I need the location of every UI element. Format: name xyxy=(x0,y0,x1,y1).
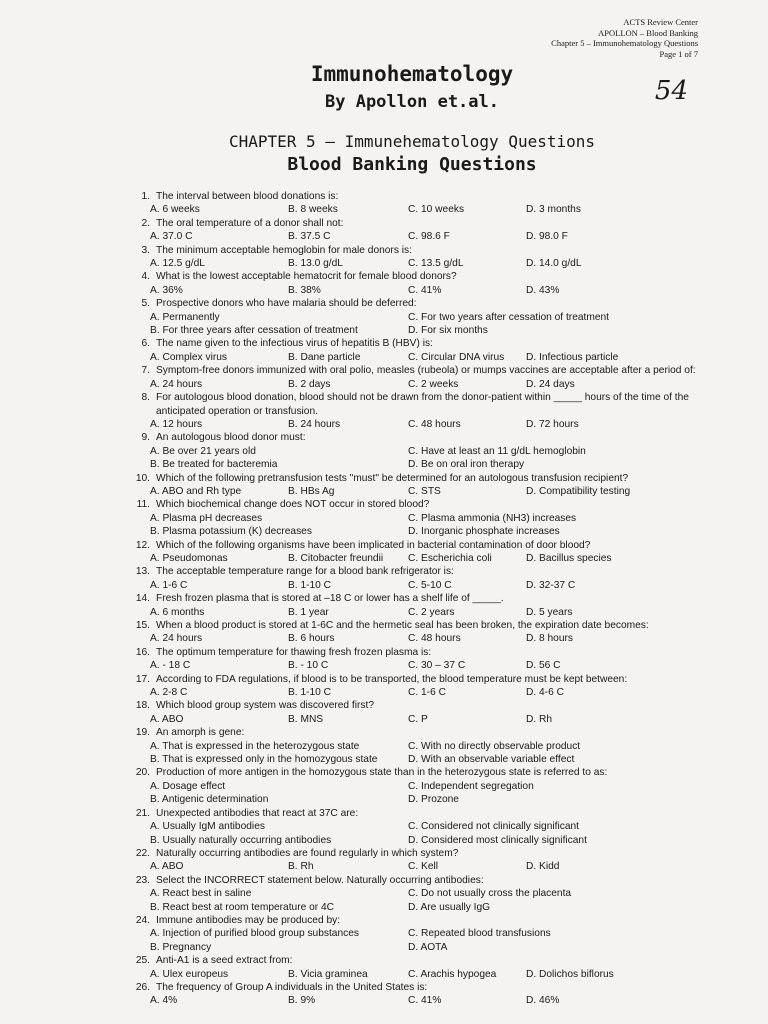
question-item xyxy=(128,217,708,230)
question-number: 9. xyxy=(141,432,150,444)
answer-options-row xyxy=(128,686,708,699)
answer-option: D. 43% xyxy=(526,284,560,296)
answer-option: A. Be over 21 years old xyxy=(150,445,256,457)
question-text: Naturally occurring antibodies are found regularly in which system? xyxy=(156,847,459,859)
question-item xyxy=(128,364,708,377)
question-number: 12. xyxy=(135,539,150,551)
header-line: APOLLON – Blood Banking xyxy=(598,27,698,38)
answer-option: C. Arachis hypogea xyxy=(408,968,497,980)
answer-option: A. 6 months xyxy=(150,606,205,618)
answer-options-row xyxy=(128,552,708,565)
question-item xyxy=(128,874,708,887)
answer-options-row xyxy=(128,713,708,726)
answer-option: A. That is expressed in the heterozygous state xyxy=(150,740,360,752)
question-list xyxy=(128,190,708,1008)
answer-option: B. Vicia graminea xyxy=(288,968,368,980)
answer-options-row xyxy=(128,753,708,766)
answer-option: C. For two years after cessation of treatment xyxy=(408,311,609,323)
answer-option: C. 5-10 C xyxy=(408,579,452,591)
question-text: Unexpected antibodies that react at 37C are: xyxy=(156,807,359,819)
question-text: Production of more antigen in the homozygous state than in the heterozygous state is referred to as: xyxy=(156,767,608,779)
answer-option: D. 5 years xyxy=(526,606,573,618)
answer-option: A. Ulex europeus xyxy=(150,968,229,980)
document-title: Immunohematology xyxy=(310,62,514,86)
question-number: 19. xyxy=(135,727,150,739)
answer-option: C. 41% xyxy=(408,995,442,1007)
answer-option: C. 2 weeks xyxy=(408,378,459,390)
question-number: 6. xyxy=(141,338,150,350)
question-item xyxy=(128,981,708,994)
question-number: 11. xyxy=(136,499,150,511)
answer-option: A. Complex virus xyxy=(150,351,227,363)
question-item xyxy=(128,673,708,686)
question-text: Which blood group system was discovered first? xyxy=(156,700,374,712)
answer-options-row xyxy=(128,740,708,753)
question-item xyxy=(128,391,708,418)
answer-option: A. Injection of purified blood group substances xyxy=(150,928,359,940)
question-item xyxy=(128,726,708,739)
answer-option: A. 1-6 C xyxy=(150,579,188,591)
question-text: Select the INCORRECT statement below. Naturally occurring antibodies: xyxy=(156,874,484,886)
answer-option: B. Plasma potassium (K) decreases xyxy=(150,526,312,538)
question-text: Symptom-free donors immunized with oral polio, measles (rubeola) or mumps vaccines are acceptable after a period of: xyxy=(156,365,696,377)
question-item xyxy=(128,954,708,967)
question-item xyxy=(128,619,708,632)
answer-option: A. Usually IgM antibodies xyxy=(150,821,265,833)
header-line: ACTS Review Center xyxy=(623,17,698,27)
question-number: 18. xyxy=(135,700,150,712)
answer-option: C. Plasma ammonia (NH3) increases xyxy=(408,512,577,524)
answer-option: B. HBs Ag xyxy=(288,485,335,497)
answer-option: A. Plasma pH decreases xyxy=(150,512,263,524)
answer-option: A. 4% xyxy=(150,995,178,1007)
answer-option: C. 1-6 C xyxy=(408,687,446,699)
answer-option: A. Pseudomonas xyxy=(150,552,228,564)
question-text: The minimum acceptable hemoglobin for male donors is: xyxy=(156,244,412,256)
question-item xyxy=(128,699,708,712)
question-number: 23. xyxy=(135,874,150,886)
answer-option: C. 48 hours xyxy=(408,633,461,645)
question-text: Which of the following organisms have been implicated in bacterial contamination of door blood? xyxy=(156,539,591,551)
answer-option: B. 24 hours xyxy=(288,418,341,430)
answer-option: B. 2 days xyxy=(288,378,331,390)
answer-options-row xyxy=(128,887,708,900)
answer-options-row xyxy=(128,445,708,458)
question-text: Anti-A1 is a seed extract from: xyxy=(156,955,293,967)
question-text: An amorph is gene: xyxy=(156,727,245,739)
question-text: For autologous blood donation, blood should not be drawn from the donor-patient within _____ hours of the time of the anticipated operation or transfusion. xyxy=(156,392,689,417)
answer-option: A. 36% xyxy=(150,284,183,296)
answer-options-row xyxy=(128,941,708,954)
answer-options-row xyxy=(128,780,708,793)
answer-option: A. ABO and Rh type xyxy=(150,485,242,497)
answer-option: C. 2 years xyxy=(408,606,455,618)
answer-option: C. With no directly observable product xyxy=(408,740,581,752)
answer-option: B. 8 weeks xyxy=(288,204,338,216)
answer-option: B. MNS xyxy=(288,713,324,725)
question-item xyxy=(128,565,708,578)
answer-option: B. 1 year xyxy=(288,606,329,618)
question-item xyxy=(128,807,708,820)
answer-option: D. Dolichos biflorus xyxy=(526,968,614,980)
question-item xyxy=(128,592,708,605)
answer-option: D. 24 days xyxy=(526,378,575,390)
question-item xyxy=(128,337,708,350)
question-number: 4. xyxy=(141,271,150,283)
question-item xyxy=(128,431,708,444)
answer-option: D. 3 months xyxy=(526,204,581,216)
question-text: What is the lowest acceptable hematocrit for female blood donors? xyxy=(156,271,457,283)
document-authors: By Apollon et.al. xyxy=(325,92,499,112)
answer-option: B. That is expressed only in the homozygous state xyxy=(150,754,378,766)
question-number: 22. xyxy=(135,847,150,859)
question-text: When a blood product is stored at 1-6C and the hermetic seal has been broken, the expiration date becomes: xyxy=(156,620,649,631)
answer-option: D. Kidd xyxy=(526,861,560,873)
answer-option: A. 24 hours xyxy=(150,378,203,390)
question-number: 10. xyxy=(135,472,150,484)
question-text: The acceptable temperature range for a blood bank refrigerator is: xyxy=(156,566,454,578)
answer-option: A. 12.5 g/dL xyxy=(150,258,205,270)
answer-option: A. - 18 C xyxy=(150,660,191,672)
answer-options-row xyxy=(128,579,708,592)
answer-option: D. Compatibility testing xyxy=(526,485,631,497)
answer-options-row xyxy=(128,606,708,619)
answer-option: B. Usually naturally occurring antibodies xyxy=(150,834,332,846)
answer-option: A. ABO xyxy=(150,713,184,725)
question-number: 5. xyxy=(141,298,150,310)
question-number: 16. xyxy=(135,646,150,658)
answer-option: C. Kell xyxy=(408,861,439,873)
answer-option: C. 41% xyxy=(408,284,442,296)
question-number: 25. xyxy=(135,955,150,967)
answer-option: C. 13.5 g/dL xyxy=(408,258,464,270)
answer-options-row xyxy=(128,994,708,1007)
answer-options-row xyxy=(128,927,708,940)
question-number: 3. xyxy=(141,244,150,256)
answer-option: D. 8 hours xyxy=(526,633,573,645)
answer-option: D. Inorganic phosphate increases xyxy=(408,526,560,538)
question-text: An autologous blood donor must: xyxy=(156,432,306,444)
answer-option: B. For three years after cessation of treatment xyxy=(150,325,358,337)
answer-option: D. For six months xyxy=(408,325,488,337)
answer-option: D. 56 C xyxy=(526,660,561,672)
answer-options-row xyxy=(128,351,708,364)
handwritten-page-mark: 54 xyxy=(654,76,688,106)
answer-option: C. Repeated blood transfusions xyxy=(408,928,551,940)
question-text: The oral temperature of a donor shall not: xyxy=(156,217,344,229)
answer-option: A. ABO xyxy=(150,861,184,873)
answer-option: D. Infectious particle xyxy=(526,351,619,363)
chapter-heading: CHAPTER 5 – Immunehematology Questions xyxy=(228,132,596,151)
question-item xyxy=(128,766,708,779)
question-number: 21. xyxy=(135,807,150,819)
question-number: 8. xyxy=(141,392,150,404)
question-number: 2. xyxy=(141,217,150,229)
question-text: According to FDA regulations, if blood is to be transported, the blood temperature must be kept between: xyxy=(156,673,628,685)
question-number: 26. xyxy=(135,981,150,993)
question-text: Immune antibodies may be produced by: xyxy=(156,914,341,926)
answer-option: B. 38% xyxy=(288,284,321,296)
answer-option: D. 14.0 g/dL xyxy=(526,258,582,270)
answer-option: D. Are usually IgG xyxy=(408,901,491,913)
answer-option: A. 2-8 C xyxy=(150,687,188,699)
question-text: Fresh frozen plasma that is stored at –18 C or lower has a shelf life of _____. xyxy=(156,593,504,605)
answer-option: D. Considered most clinically significant xyxy=(408,834,587,846)
answer-option: B. Be treated for bacteremia xyxy=(150,459,278,471)
answer-option: B. Citobacter freundii xyxy=(288,552,384,564)
answer-options-row xyxy=(128,284,708,297)
answer-option: D. Bacillus species xyxy=(526,552,612,564)
answer-option: D. 32-37 C xyxy=(526,579,576,591)
answer-options-row xyxy=(128,860,708,873)
question-text: The frequency of Group A individuals in the United States is: xyxy=(156,981,428,993)
chapter-subheading: Blood Banking Questions xyxy=(287,154,537,175)
answer-options-row xyxy=(128,230,708,243)
answer-options-row xyxy=(128,378,708,391)
answer-option: A. 6 weeks xyxy=(150,204,200,216)
question-number: 1. xyxy=(141,191,150,202)
answer-option: A. 24 hours xyxy=(150,633,203,645)
question-number: 14. xyxy=(135,593,150,605)
answer-options-row xyxy=(128,418,708,431)
answer-option: C. Circular DNA virus xyxy=(408,351,505,363)
question-text: The interval between blood donations is: xyxy=(156,191,339,202)
answer-option: A. Dosage effect xyxy=(150,780,226,792)
answer-options-row xyxy=(128,257,708,270)
answer-options-row xyxy=(128,458,708,471)
answer-options-row xyxy=(128,203,708,216)
answer-options-row xyxy=(128,485,708,498)
answer-options-row xyxy=(128,512,708,525)
answer-option: B. Pregnancy xyxy=(150,941,212,953)
answer-option: C. Independent segregation xyxy=(408,780,534,792)
answer-options-row xyxy=(128,968,708,981)
question-item xyxy=(128,190,708,203)
answer-option: D. 46% xyxy=(526,995,560,1007)
answer-option: C. 98.6 F xyxy=(408,231,450,243)
question-number: 20. xyxy=(135,767,150,779)
answer-options-row xyxy=(128,793,708,806)
answer-options-row xyxy=(128,324,708,337)
question-number: 13. xyxy=(135,566,150,578)
question-item xyxy=(128,498,708,511)
answer-option: D. Prozone xyxy=(408,794,459,806)
question-text: Which of the following pretransfusion tests "must" be determined for an autologous transfusion recipient? xyxy=(156,472,629,484)
answer-option: C. Do not usually cross the placenta xyxy=(408,888,572,900)
answer-option: D. AOTA xyxy=(408,941,448,953)
answer-option: D. Be on oral iron therapy xyxy=(408,459,525,471)
answer-option: D. 4-6 C xyxy=(526,687,564,699)
answer-option: B. Dane particle xyxy=(288,351,361,363)
question-item xyxy=(128,539,708,552)
running-header xyxy=(551,17,698,59)
answer-options-row xyxy=(128,525,708,538)
answer-option: D. 72 hours xyxy=(526,418,579,430)
answer-options-row xyxy=(128,820,708,833)
answer-option: C. 10 weeks xyxy=(408,204,465,216)
answer-option: D. With an observable variable effect xyxy=(408,754,575,766)
question-text: The optimum temperature for thawing fresh frozen plasma is: xyxy=(156,646,432,658)
answer-option: A. React best in saline xyxy=(150,888,252,900)
answer-option: D. Rh xyxy=(526,713,553,725)
answer-option: C. STS xyxy=(408,485,441,497)
answer-option: B. 1-10 C xyxy=(288,579,332,591)
question-text: Prospective donors who have malaria should be deferred: xyxy=(156,298,417,310)
answer-options-row xyxy=(128,311,708,324)
answer-option: C. Have at least an 11 g/dL hemoglobin xyxy=(408,445,586,457)
question-text: Which biochemical change does NOT occur in stored blood? xyxy=(156,499,430,511)
answer-option: C. Considered not clinically significant xyxy=(408,821,580,833)
question-item xyxy=(128,914,708,927)
header-line: Chapter 5 – Immunohematology Questions xyxy=(551,38,698,48)
question-item xyxy=(128,297,708,310)
question-item xyxy=(128,244,708,257)
answer-option: A. 37.0 C xyxy=(150,231,193,243)
answer-option: C. 48 hours xyxy=(408,418,461,430)
answer-options-row xyxy=(128,834,708,847)
answer-option: C. Escherichia coli xyxy=(408,552,492,564)
answer-option: B. 9% xyxy=(288,995,316,1007)
header-line: Page 1 of 7 xyxy=(659,48,698,59)
answer-option: B. 1-10 C xyxy=(288,687,332,699)
question-item xyxy=(128,646,708,659)
question-item xyxy=(128,847,708,860)
question-number: 15. xyxy=(135,620,150,631)
answer-option: B. Rh xyxy=(288,861,314,873)
answer-option: C. P xyxy=(408,713,428,725)
question-text: The name given to the infectious virus of hepatitis B (HBV) is: xyxy=(156,338,433,350)
answer-options-row xyxy=(128,632,708,645)
answer-option: A. 12 hours xyxy=(150,418,203,430)
question-number: 7. xyxy=(141,365,150,377)
answer-option: D. 98.0 F xyxy=(526,231,568,243)
answer-option: B. React best at room temperature or 4C xyxy=(150,901,335,913)
answer-option: B. 37.5 C xyxy=(288,231,331,243)
answer-option: B. - 10 C xyxy=(288,660,329,672)
answer-options-row xyxy=(128,659,708,672)
answer-option: B. Antigenic determination xyxy=(150,794,269,806)
question-number: 24. xyxy=(135,914,150,926)
answer-options-row xyxy=(128,901,708,914)
answer-option: B. 13.0 g/dL xyxy=(288,258,343,270)
question-number: 17. xyxy=(135,673,150,685)
answer-option: C. 30 – 37 C xyxy=(408,660,466,672)
question-item xyxy=(128,472,708,485)
question-item xyxy=(128,270,708,283)
answer-option: A. Permanently xyxy=(150,311,220,323)
answer-option: B. 6 hours xyxy=(288,633,335,645)
